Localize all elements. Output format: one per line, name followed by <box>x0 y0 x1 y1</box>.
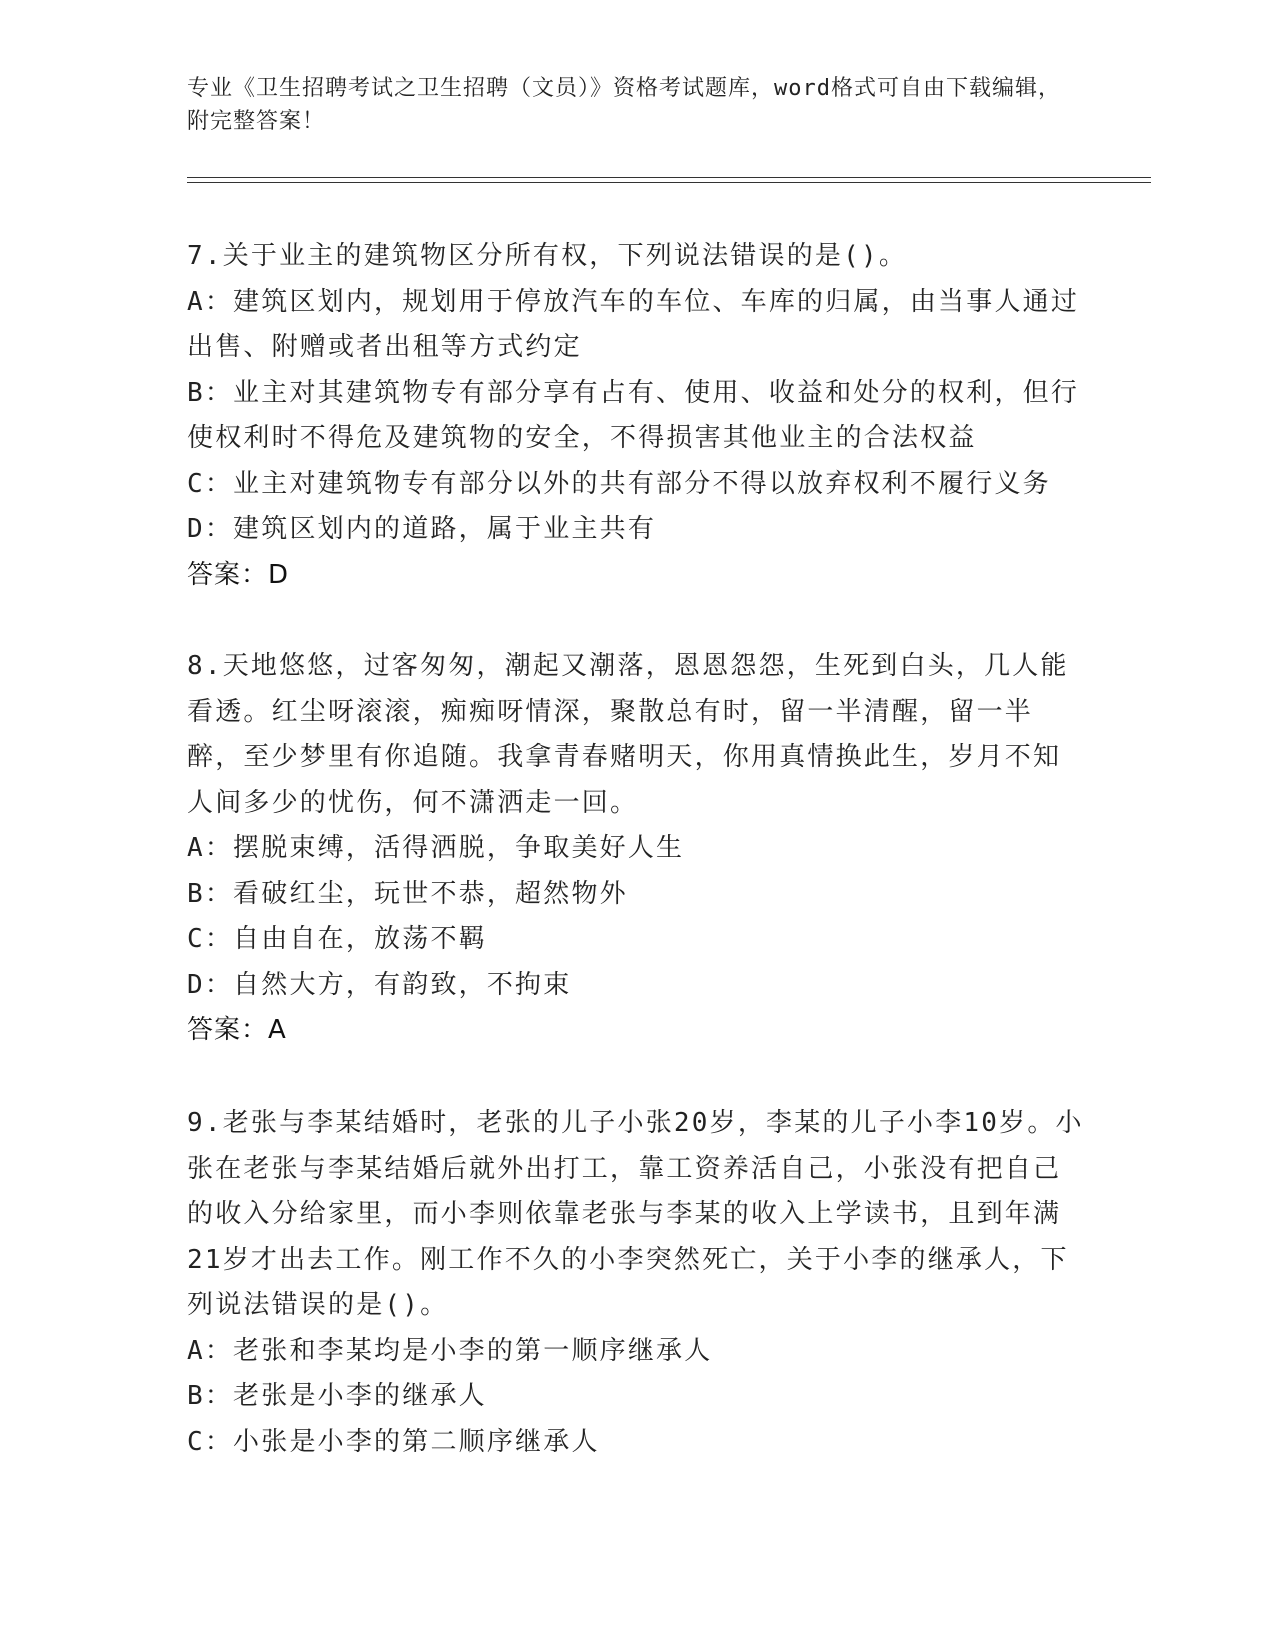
option-c: C：自由自在，放荡不羁 <box>187 924 487 954</box>
answer-line: 答案：A <box>187 1015 287 1045</box>
question-8 <box>187 644 1087 1054</box>
option-a: A：摆脱束缚，活得洒脱，争取美好人生 <box>187 833 685 863</box>
question-stem: 8.天地悠悠，过客匆匆，潮起又潮落，恩恩怨怨，生死到白头，几人能看透。红尘呀滚滚，痴痴呀情深，聚散总有时，留一半清醒，留一半醉，至少梦里有你追随。我拿青春赌明天，你用真情换此生，岁月不知人间多少的忧伤，何不潇洒走一回。 <box>187 651 1069 818</box>
question-7 <box>187 234 1087 598</box>
option-c: C：小张是小李的第二顺序继承人 <box>187 1426 600 1457</box>
option-d: D：自然大方，有韵致，不拘束 <box>187 969 572 1000</box>
option-a: A：建筑区划内，规划用于停放汽车的车位、车库的归属，由当事人通过出售、附赠或者出租等方式约定 <box>187 286 1080 362</box>
header-text: 专业《卫生招聘考试之卫生招聘（文员）》资格考试题库，word格式可自由下载编辑，附完整答案！ <box>187 76 1061 134</box>
option-b: B：业主对其建筑物专有部分享有占有、使用、收益和处分的权利，但行使权利时不得危及建筑物的安全，不得损害其他业主的合法权益 <box>187 377 1080 453</box>
header-divider-bottom <box>187 182 1151 183</box>
option-b: B：看破红尘，玩世不恭，超然物外 <box>187 878 628 909</box>
question-9 <box>187 1101 1087 1465</box>
option-c: C：业主对建筑物专有部分以外的共有部分不得以放弃权利不履行义务 <box>187 468 1051 499</box>
option-d: D：建筑区划内的道路，属于业主共有 <box>187 514 657 544</box>
question-stem: 9.老张与李某结婚时，老张的儿子小张20岁，李某的儿子小李10岁。小张在老张与李某结婚后就外出打工，靠工资养活自己，小张没有把自己的收入分给家里，而小李则依靠老张与李某的收入上学读书，且到年满21岁才出去工作。刚工作不久的小李突然死亡，关于小李的继承人，下列说法错误的是()。 <box>187 1108 1084 1320</box>
document-header <box>187 72 1067 138</box>
option-a: A：老张和李某均是小李的第一顺序继承人 <box>187 1335 713 1366</box>
header-divider-top <box>187 177 1151 178</box>
answer-line: 答案：D <box>187 559 290 590</box>
question-stem: 7.关于业主的建筑物区分所有权，下列说法错误的是()。 <box>187 241 908 271</box>
option-b: B：老张是小李的继承人 <box>187 1381 487 1411</box>
